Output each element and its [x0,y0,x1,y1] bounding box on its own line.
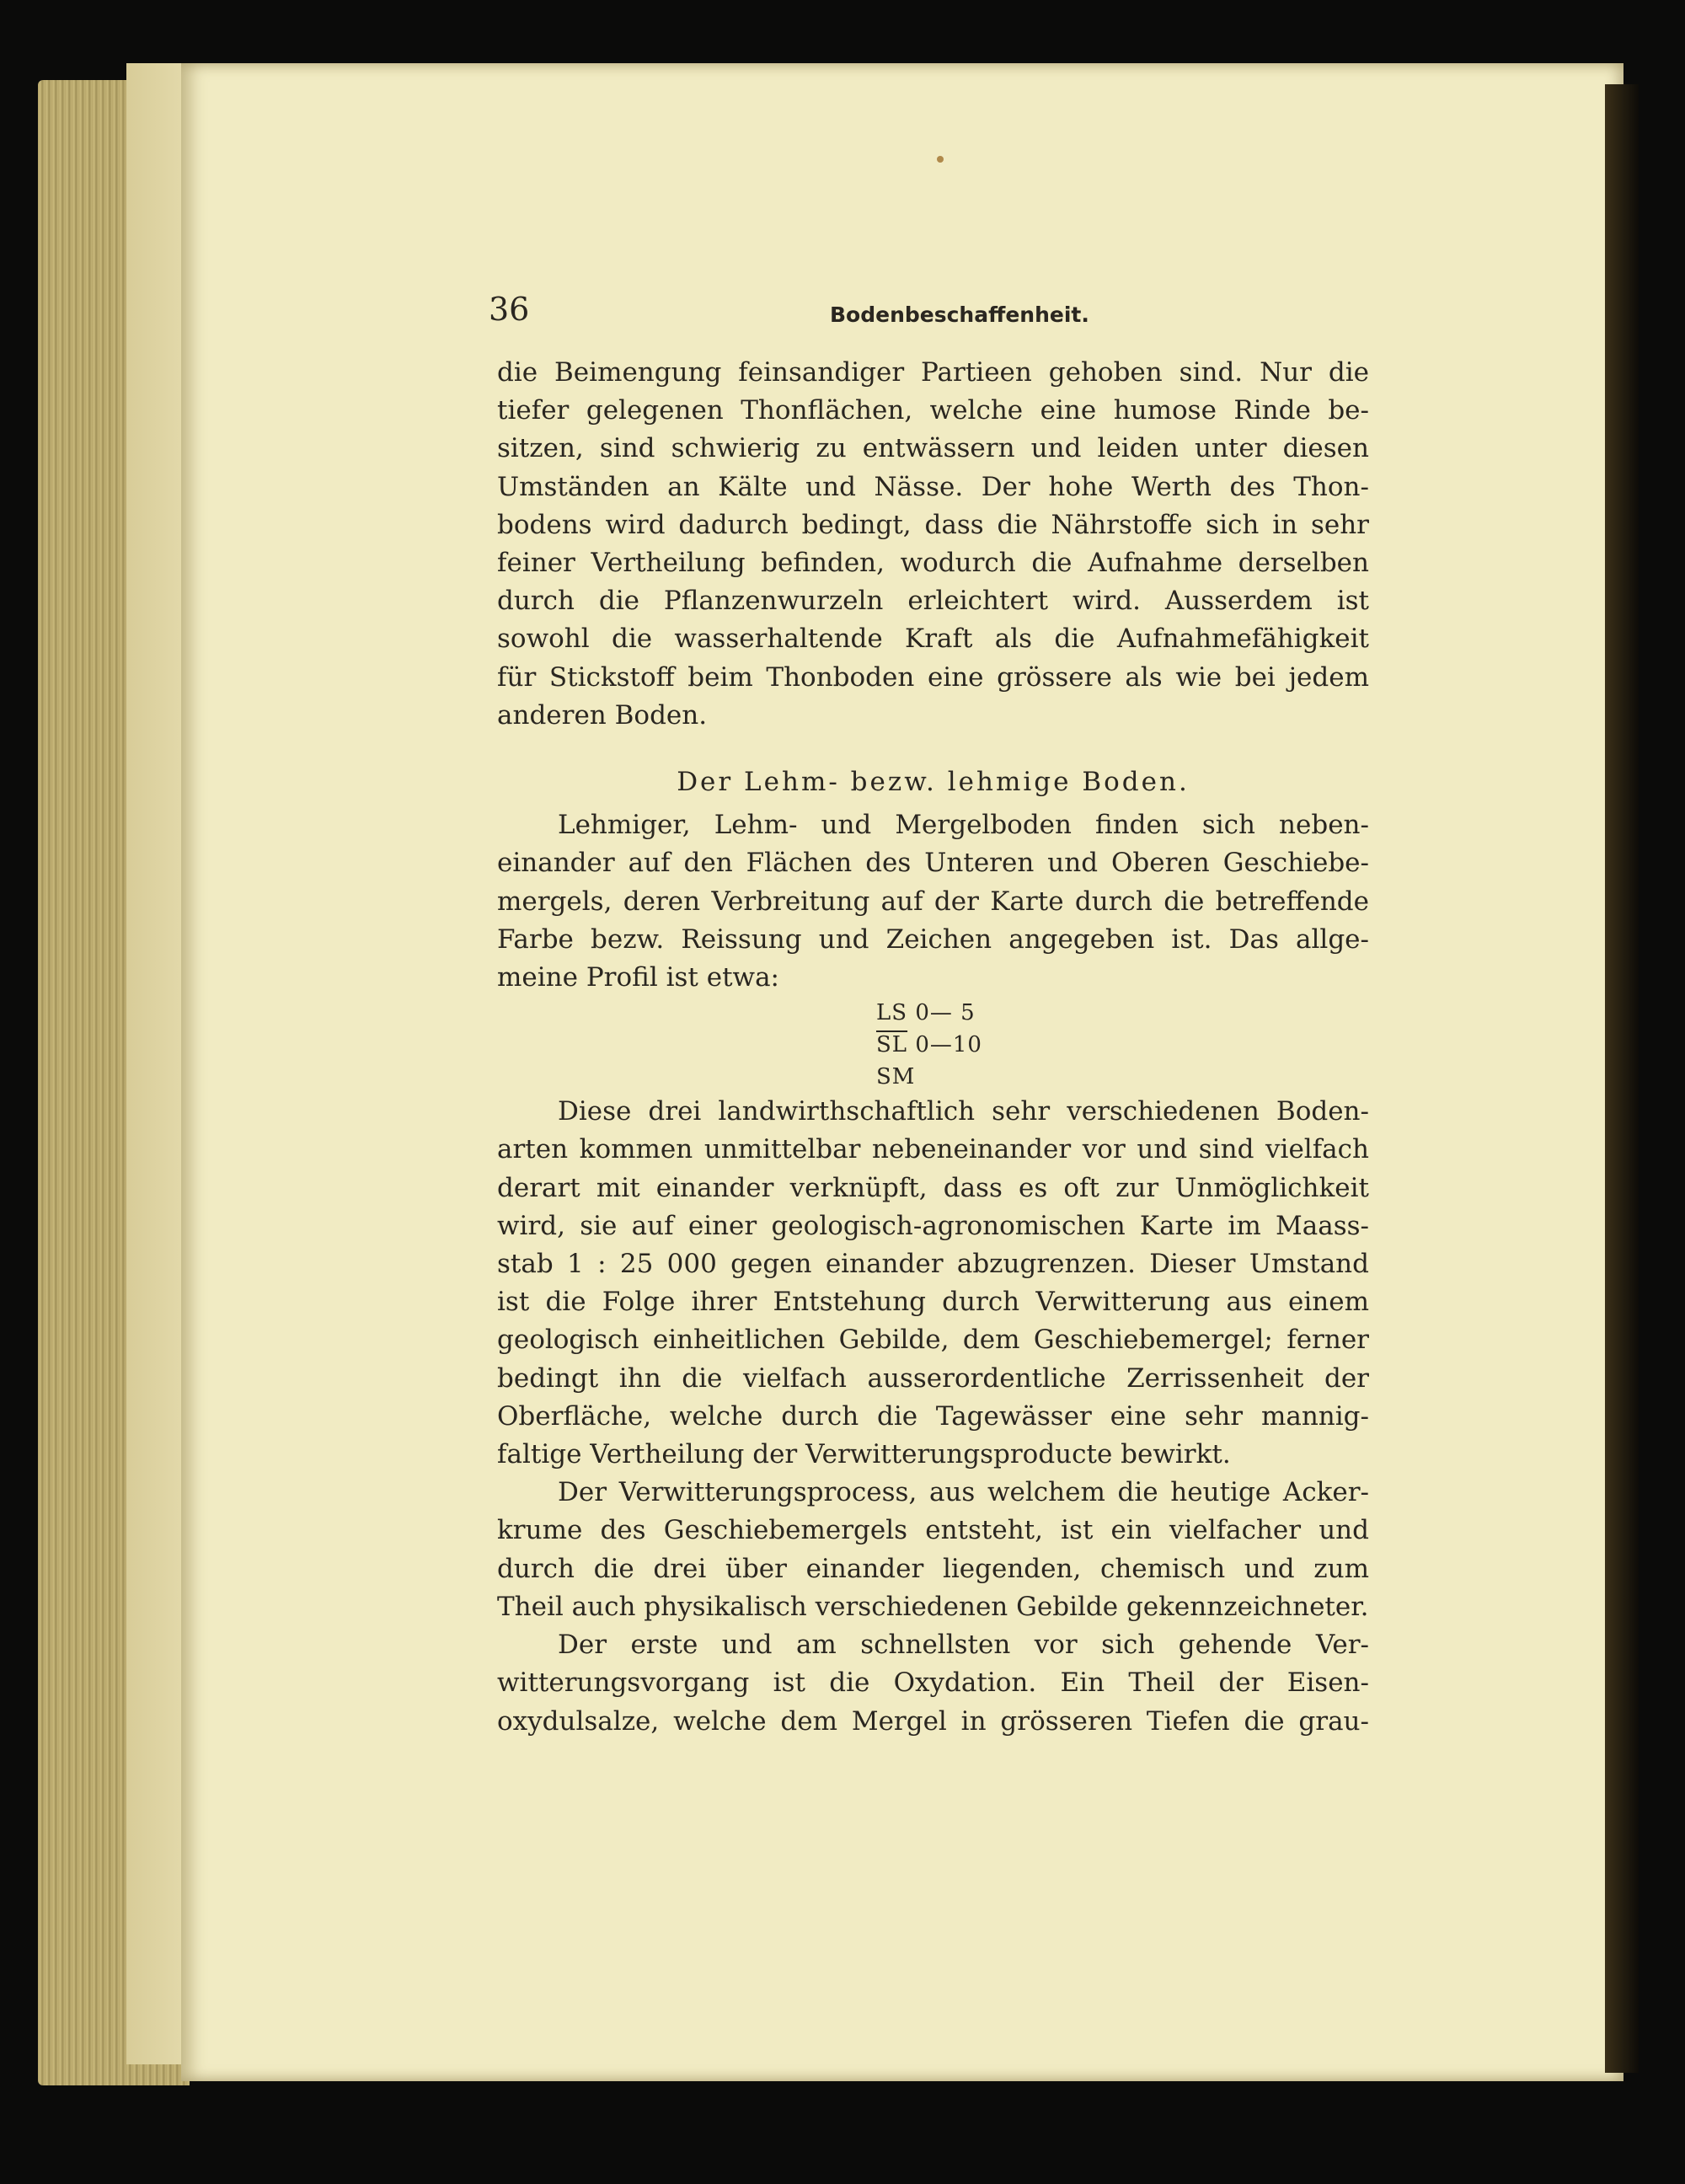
text-line: einander auf den Flächen des Unteren und Oberen Geschiebe- [497,848,1369,879]
profile-symbol-sl: $\overline{SL}$ [876,1032,908,1058]
text-line: bodens wird dadurch bedingt, dass die Nährstoffe sich in sehr [497,509,1369,540]
text-line: ist die Folge ihrer Entstehung durch Verwitterung aus einem [497,1287,1369,1318]
text-line: stab 1 : 25 000 gegen einander abzugrenzen. Dieser Umstand [497,1249,1369,1280]
text-line: meine Profil ist etwa: [497,962,780,993]
text-line: anderen Boden. [497,699,708,731]
text-line: für Stickstoff beim Thonboden eine grössere als wie bei jedem [497,661,1369,693]
text-line: wird, sie auf einer geologisch-agronomischen Karte im Maass- [497,1210,1369,1241]
text-line: derart mit einander verknüpft, dass es oft zur Unmöglichkeit [497,1172,1369,1203]
text-line: faltige Vertheilung der Verwitterungsproducte bewirkt. [497,1439,1231,1470]
text-line: krume des Geschiebemergels entsteht, ist ein vielfacher und [497,1515,1369,1546]
text-line: arten kommen unmittelbar nebeneinander vor und sind vielfach [497,1134,1369,1165]
section-heading: Der Lehm- bezw. lehmige Boden. [677,767,1190,798]
paragraph-4 [497,1474,1369,1626]
profile-value-sl: 0—10 [907,1032,982,1058]
profile-line-1: LS 0— 5 [876,1000,976,1026]
text-line: Der Verwitterungsprocess, aus welchem die heutige Acker- [558,1477,1369,1508]
text-line: durch die drei über einander liegenden, chemisch und zum [497,1553,1369,1584]
text-line: tiefer gelegenen Thonflächen, welche eine humose Rinde be- [497,395,1369,426]
paragraph-3 [497,1093,1369,1474]
text-line: Farbe bezw. Reissung und Zeichen angegeben ist. Das allge- [497,923,1369,955]
text-line: feiner Vertheilung befinden, wodurch die Aufnahme derselben [497,548,1369,579]
text-line: Oberfläche, welche durch die Tagewässer eine sehr mannig- [497,1400,1369,1432]
text-line: geologisch einheitlichen Gebilde, dem Geschiebemergel; ferner [497,1325,1369,1356]
text-line: oxydulsalze, welche dem Mergel in grösseren Tiefen die grau- [497,1705,1369,1737]
text-line: sitzen, sind schwierig zu entwässern und leiden unter diesen [497,433,1369,464]
soil-profile [876,997,1369,1093]
profile-line-3: SM [876,1064,916,1090]
book-gutter-shadow [1605,84,1639,2073]
text-line: Theil auch physikalisch verschiedenen Gebilde gekennzeichneter. [497,1591,1369,1622]
paragraph-5 [497,1626,1369,1741]
text-line: Lehmiger, Lehm- und Mergelboden finden sich neben- [558,810,1369,841]
text-line: sowohl die wasserhaltende Kraft als die Aufnahmefähigkeit [497,624,1369,655]
text-line: Der erste und am schnellsten vor sich gehende Ver- [558,1630,1369,1661]
running-head: Bodenbeschaffenheit. [830,302,1089,327]
paragraph-2 [497,806,1369,997]
profile-line-2 [876,1029,1369,1061]
page-header [489,291,1365,333]
text-line: durch die Pflanzenwurzeln erleichtert wird. Ausserdem ist [497,586,1369,617]
ink-spot [937,156,944,163]
page-number: 36 [489,291,530,328]
text-line: mergels, deren Verbreitung auf der Karte durch die betreffende [497,886,1369,917]
body-text [497,354,1369,1741]
text-line: Diese drei landwirthschaftlich sehr verschiedenen Boden- [558,1096,1369,1127]
paragraph-1 [497,354,1369,735]
text-line: die Beimengung feinsandiger Partieen gehoben sind. Nur die [497,357,1369,388]
text-line: bedingt ihn die vielfach ausserordentliche Zerrissenheit der [497,1362,1369,1394]
text-line: witterungsvorgang ist die Oxydation. Ein Theil der Eisen- [497,1667,1369,1699]
text-line: Umständen an Kälte und Nässe. Der hohe Werth des Thon- [497,471,1369,502]
